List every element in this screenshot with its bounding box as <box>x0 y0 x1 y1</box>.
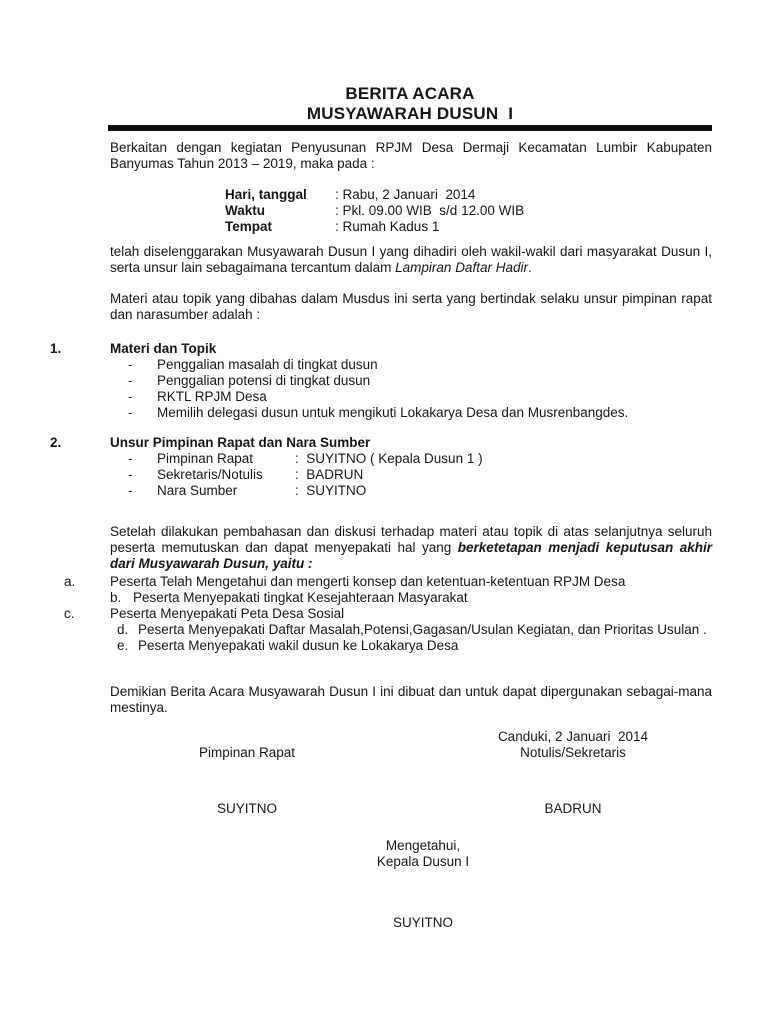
signature-column-left <box>137 745 357 817</box>
section-heading-row <box>50 435 712 451</box>
signature-role-left: Pimpinan Rapat <box>198 745 296 760</box>
role-label: Nara Sumber <box>157 483 238 498</box>
title-rule <box>108 125 712 131</box>
detail-value: : Rumah Kadus 1 <box>335 219 439 235</box>
dash-bullet: - <box>128 373 133 388</box>
meeting-details <box>225 187 705 235</box>
decision-intro-text: Setelah dilakukan pembahasan dan diskusi terhadap materi atau topik di atas selanjutnya seluruh peserta memutuskan dan dapat menyepakati hal yang <box>110 524 712 555</box>
decision-list <box>64 574 712 654</box>
detail-label: Tempat <box>225 219 273 234</box>
topic-list-item <box>50 373 712 389</box>
topic-list-item <box>50 389 712 405</box>
acknowledgement-block <box>313 838 533 931</box>
attendance-attachment-ref: Lampiran Daftar Hadir <box>395 260 528 275</box>
decision-item-b <box>110 590 712 606</box>
detail-value: : Rabu, 2 Januari 2014 <box>335 187 475 203</box>
detail-row-date <box>225 187 705 203</box>
decision-intro-emphasis: berketetapan menjadi keputusan akhir dari Musyawarah Dusun, yaitu : <box>110 540 712 571</box>
section-heading-row <box>50 341 712 357</box>
acknowledgement-title: Mengetahui, <box>385 838 461 853</box>
role-row <box>50 483 712 499</box>
decision-text: Peserta Menyepakati Peta Desa Sosial <box>110 606 345 621</box>
role-value: : BADRUN <box>295 467 363 483</box>
signature-name-left: SUYITNO <box>216 801 277 816</box>
attendance-period: . <box>527 260 532 275</box>
dash-bullet: - <box>128 389 133 404</box>
intro-paragraph: Berkaitan dengan kegiatan Penyusunan RPJM Desa Dermaji Kecamatan Lumbir Kabupaten Banyumas Tahun 2013 – 2019, maka pada : <box>110 140 712 171</box>
document-header <box>108 84 712 131</box>
dash-bullet: - <box>128 467 133 482</box>
closing-paragraph: Demikian Berita Acara Musyawarah Dusun I ini dibuat dan untuk dapat dipergunakan sebagai-mana mestinya. <box>110 684 712 715</box>
dash-bullet: - <box>128 483 133 498</box>
section-1-materi-dan-topik <box>50 341 712 421</box>
decision-text: Peserta Menyepakati tingkat Kesejahteraan Masyarakat <box>133 590 468 605</box>
topic-text: Penggalian potensi di tingkat dusun <box>157 373 371 388</box>
section-heading: Unsur Pimpinan Rapat dan Nara Sumber <box>110 435 371 450</box>
decision-item-a <box>64 574 712 590</box>
decision-item-c <box>64 606 712 622</box>
detail-value: : Pkl. 09.00 WIB s/d 12.00 WIB <box>335 203 524 219</box>
dash-bullet: - <box>128 451 133 466</box>
role-value: : SUYITNO ( Kepala Dusun 1 ) <box>295 451 483 467</box>
acknowledgement-role: Kepala Dusun I <box>376 854 470 869</box>
section-2-unsur-pimpinan <box>50 435 712 499</box>
acknowledgement-name: SUYITNO <box>392 915 453 930</box>
detail-label: Waktu <box>225 203 265 218</box>
role-label: Pimpinan Rapat <box>157 451 254 466</box>
role-row <box>50 451 712 467</box>
decision-item-d <box>117 622 712 638</box>
role-row <box>50 467 712 483</box>
decision-marker: e. <box>117 638 129 653</box>
signature-name-right: BADRUN <box>544 801 602 816</box>
role-label: Sekretaris/Notulis <box>157 467 263 482</box>
signature-place-date: Canduki, 2 Januari 2014 <box>497 729 649 744</box>
decision-marker: a. <box>64 574 76 589</box>
decision-marker: d. <box>117 622 129 637</box>
detail-label: Hari, tanggal <box>225 187 307 202</box>
decision-marker: b. <box>110 590 122 605</box>
document-title-line1: BERITA ACARA <box>345 84 475 103</box>
topics-paragraph: Materi atau topik yang dibahas dalam Musdus ini serta yang bertindak selaku unsur pimpinan rapat dan narasumber adalah : <box>110 291 712 322</box>
decision-intro-paragraph <box>110 524 712 572</box>
dash-bullet: - <box>128 405 133 420</box>
decision-text: Peserta Telah Mengetahui dan mengerti konsep dan ketentuan-ketentuan RPJM Desa <box>110 574 626 589</box>
detail-row-time <box>225 203 705 219</box>
detail-row-place <box>225 219 705 235</box>
decision-marker: c. <box>64 606 75 621</box>
attendance-text: telah diselenggarakan Musyawarah Dusun I yang dihadiri oleh wakil-wakil dari masyarakat Dusun I, serta unsur lain sebagaimana tercantum dalam <box>110 244 712 275</box>
topic-text: Penggalian masalah di tingkat dusun <box>157 357 378 372</box>
topic-text: RKTL RPJM Desa <box>157 389 267 404</box>
topic-text: Memilih delegasi dusun untuk mengikuti Lokakarya Desa dan Musrenbangdes. <box>157 405 629 420</box>
attendance-paragraph <box>110 244 712 276</box>
decision-text: Peserta Menyepakati Daftar Masalah,Potensi,Gagasan/Usulan Kegiatan, dan Prioritas Usulan . <box>138 622 707 637</box>
topic-list-item <box>50 357 712 373</box>
section-number: 2. <box>50 435 62 450</box>
signature-column-right <box>463 729 683 817</box>
topic-list-item <box>50 405 712 421</box>
section-heading: Materi dan Topik <box>110 341 217 356</box>
role-value: : SUYITNO <box>295 483 366 499</box>
decision-item-e <box>117 638 712 654</box>
decision-text: Peserta Menyepakati wakil dusun ke Lokakarya Desa <box>138 638 459 653</box>
signature-role-right: Notulis/Sekretaris <box>520 745 626 760</box>
document-title-line2: MUSYAWARAH DUSUN I <box>306 104 514 123</box>
dash-bullet: - <box>128 357 133 372</box>
section-number: 1. <box>50 341 62 356</box>
